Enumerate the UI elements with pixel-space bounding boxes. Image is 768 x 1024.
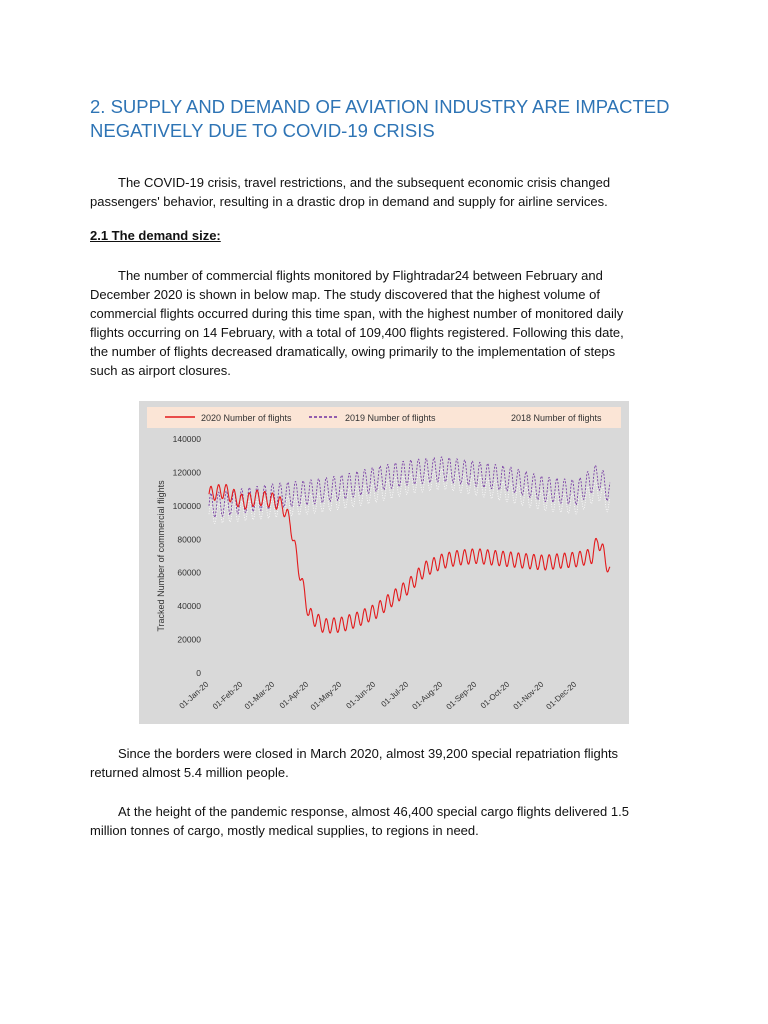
x-tick-label: 01-Sep-20	[444, 679, 479, 712]
text-line: the number of flights decreased dramatically, owing primarily to the implementation of steps	[90, 344, 616, 359]
x-tick-label: 01-Apr-20	[277, 679, 311, 711]
x-tick-label: 01-Nov-20	[511, 679, 546, 712]
text-line: passengers' behavior, resulting in a drastic drop in demand and supply for airline services.	[90, 194, 608, 209]
flights-chart	[139, 401, 629, 724]
text-line: The COVID-19 crisis, travel restrictions, and the subsequent economic crisis changed	[118, 175, 611, 190]
repatriation-paragraph	[90, 744, 680, 782]
series-line	[209, 485, 610, 634]
x-tick-label: 01-May-20	[308, 679, 344, 713]
y-tick-label: 60000	[177, 567, 201, 578]
text-line: The number of commercial flights monitored by Flightradar24 between February and	[118, 268, 603, 283]
y-tick-label: 140000	[172, 434, 201, 444]
x-tick-label: 01-Jan-20	[177, 679, 211, 711]
subsection-heading: 2.1 The demand size:	[90, 228, 221, 243]
text-line: million tonnes of cargo, mostly medical supplies, to regions in need.	[90, 823, 479, 838]
text-line: At the height of the pandemic response, almost 46,400 special cargo flights delivered 1.5	[118, 804, 629, 819]
series-line	[209, 457, 610, 517]
y-tick-label: 0	[196, 668, 201, 678]
section-heading-line: NEGATIVELY DUE TO COVID-19 CRISIS	[90, 120, 435, 141]
demand-paragraph	[90, 266, 680, 380]
x-tick-label: 01-Oct-20	[478, 679, 512, 711]
y-tick-label: 20000	[177, 634, 201, 645]
x-tick-label: 01-Jul-20	[379, 679, 411, 709]
text-line: December 2020 is shown in below map. The study discovered that the highest volume of	[90, 287, 600, 302]
y-axis-label: Tracked Number of commercial flights	[156, 480, 166, 632]
y-tick-label: 80000	[177, 534, 201, 545]
x-tick-label: 01-Jun-20	[344, 679, 378, 711]
y-tick-label: 100000	[172, 500, 201, 511]
x-tick-label: 01-Dec-20	[544, 679, 579, 712]
legend-label: 2020 Number of flights	[201, 413, 292, 423]
y-tick-label: 40000	[177, 601, 201, 612]
x-tick-label: 01-Aug-20	[410, 679, 445, 712]
x-tick-label: 01-Feb-20	[210, 679, 245, 712]
text-line: such as airport closures.	[90, 363, 231, 378]
text-line: returned almost 5.4 million people.	[90, 765, 289, 780]
intro-paragraph	[90, 173, 680, 211]
section-heading-line: 2. SUPPLY AND DEMAND OF AVIATION INDUSTRY ARE IMPACTED	[90, 96, 670, 117]
text-line: flights occurring on 14 February, with a total of 109,400 flights registered. Following this date,	[90, 325, 624, 340]
cargo-paragraph	[90, 802, 680, 840]
flights-chart-svg	[139, 401, 629, 724]
legend-label: 2019 Number of flights	[345, 413, 436, 423]
section-heading	[90, 95, 690, 143]
y-tick-label: 120000	[172, 467, 201, 478]
text-line: Since the borders were closed in March 2020, almost 39,200 special repatriation flights	[118, 746, 619, 761]
x-tick-label: 01-Mar-20	[242, 679, 277, 712]
legend-label: 2018 Number of flights	[511, 413, 602, 423]
text-line: commercial flights occurred during this time span, with the highest number of monitored daily	[90, 306, 624, 321]
